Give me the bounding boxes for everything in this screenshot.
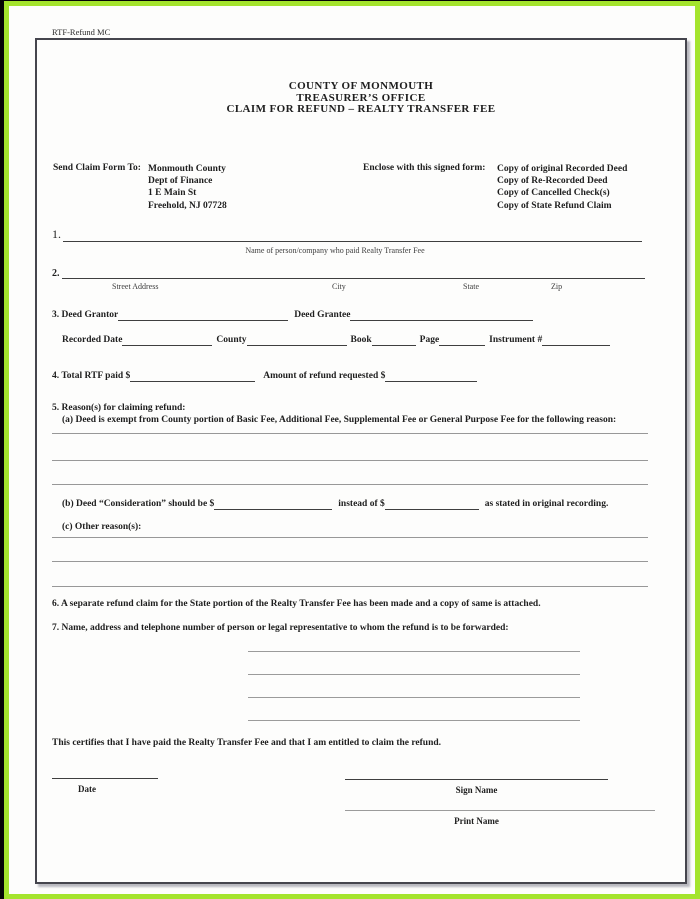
item2-row (52, 268, 645, 279)
item1-row (52, 227, 642, 242)
recorded-date-field[interactable] (122, 335, 212, 346)
enclose-item: Copy of original Recorded Deed (497, 164, 628, 174)
item3-row1 (52, 310, 533, 321)
send-to-address (148, 163, 227, 212)
reason-a-writing-line[interactable] (52, 460, 648, 461)
address-line: 1 E Main St (148, 188, 197, 199)
original-amount-field[interactable] (385, 499, 479, 510)
zip-caption: Zip (551, 282, 563, 291)
item2-number: 2. (52, 268, 60, 279)
item5-heading: 5. Reason(s) for claiming refund: (52, 403, 186, 413)
address-line: Monmouth County (148, 164, 226, 174)
print-name-label: Print Name (454, 816, 499, 826)
deed-grantor-label: 3. Deed Grantor (52, 310, 119, 321)
title-line-2: TREASURER’S OFFICE (296, 91, 426, 104)
item3-row2 (62, 335, 610, 346)
enclose-list (497, 163, 627, 212)
reason-a-writing-line[interactable] (52, 484, 648, 485)
reason-b-prefix: (b) Deed “Consideration” should be $ (62, 499, 215, 510)
enclose-label: Enclose with this signed form: (363, 163, 486, 173)
form-title (35, 81, 687, 116)
forward-info-line[interactable] (248, 710, 580, 721)
address-line: Freehold, NJ 07728 (148, 200, 227, 211)
item4-row (52, 371, 477, 382)
payer-name-field[interactable] (63, 231, 642, 242)
deed-grantor-field[interactable] (118, 310, 288, 321)
reason-c-writing-line[interactable] (52, 561, 648, 562)
reason-b-row (62, 499, 608, 510)
reason-c-writing-line[interactable] (52, 586, 648, 587)
send-to-label: Send Claim Form To: (53, 163, 141, 173)
item1-caption: Name of person/company who paid Realty Transfer Fee (245, 246, 425, 255)
refund-requested-label: Amount of refund requested $ (263, 371, 386, 382)
certification-text: This certifies that I have paid the Realty Transfer Fee and that I am entitled to claim the refund. (52, 738, 442, 748)
refund-requested-field[interactable] (385, 371, 477, 382)
reason-c-label: (c) Other reason(s): (62, 522, 142, 532)
form-code: RTF-Refund MC (52, 27, 111, 37)
street-address-caption: Street Address (112, 282, 159, 291)
county-field[interactable] (247, 335, 347, 346)
forward-info-line[interactable] (248, 687, 580, 698)
date-field[interactable] (52, 768, 158, 779)
reason-b-suffix: as stated in original recording. (484, 499, 609, 510)
reason-c-writing-line[interactable] (52, 537, 648, 538)
address-line: Dept of Finance (148, 176, 213, 187)
reason-b-middle: instead of $ (338, 499, 385, 510)
print-name-field[interactable] (345, 800, 655, 811)
consideration-amount-field[interactable] (214, 499, 332, 510)
total-rtf-field[interactable] (130, 371, 255, 382)
instrument-field[interactable] (542, 335, 610, 346)
recorded-date-label: Recorded Date (62, 335, 123, 346)
state-caption: State (463, 282, 479, 291)
item1-number: 1. (52, 227, 61, 241)
forward-info-line[interactable] (248, 641, 580, 652)
reason-a-writing-line[interactable] (52, 433, 648, 434)
enclose-item: Copy of State Refund Claim (497, 200, 612, 211)
date-label: Date (78, 784, 96, 794)
deed-grantee-field[interactable] (350, 310, 533, 321)
page-label: Page (419, 335, 440, 346)
book-label: Book (350, 335, 372, 346)
book-field[interactable] (372, 335, 416, 346)
enclose-item: Copy of Cancelled Check(s) (497, 188, 610, 199)
deed-grantee-label: Deed Grantee (294, 310, 351, 321)
forward-info-line[interactable] (248, 664, 580, 675)
page-field[interactable] (439, 335, 485, 346)
sign-name-label: Sign Name (455, 785, 498, 795)
title-line-1: COUNTY OF MONMOUTH (288, 80, 434, 92)
item6-text: 6. A separate refund claim for the State portion of the Realty Transfer Fee has been made and a copy of same is attached. (52, 599, 541, 609)
item7-text: 7. Name, address and telephone number of person or legal representative to whom the refund is to be forwarded: (52, 623, 509, 633)
title-line-3: CLAIM FOR REFUND – REALTY TRANSFER FEE (226, 103, 496, 115)
sign-name-field[interactable] (345, 769, 608, 780)
total-rtf-label: 4. Total RTF paid $ (52, 371, 131, 382)
instrument-label: Instrument # (489, 335, 543, 346)
city-caption: City (332, 282, 346, 291)
enclose-item: Copy of Re-Recorded Deed (497, 176, 608, 187)
county-label: County (216, 335, 247, 346)
payer-address-field[interactable] (62, 268, 646, 279)
reason-a-label: (a) Deed is exempt from County portion of Basic Fee, Additional Fee, Supplemental Fee or General Purpose Fee for the following reason: (62, 415, 617, 425)
